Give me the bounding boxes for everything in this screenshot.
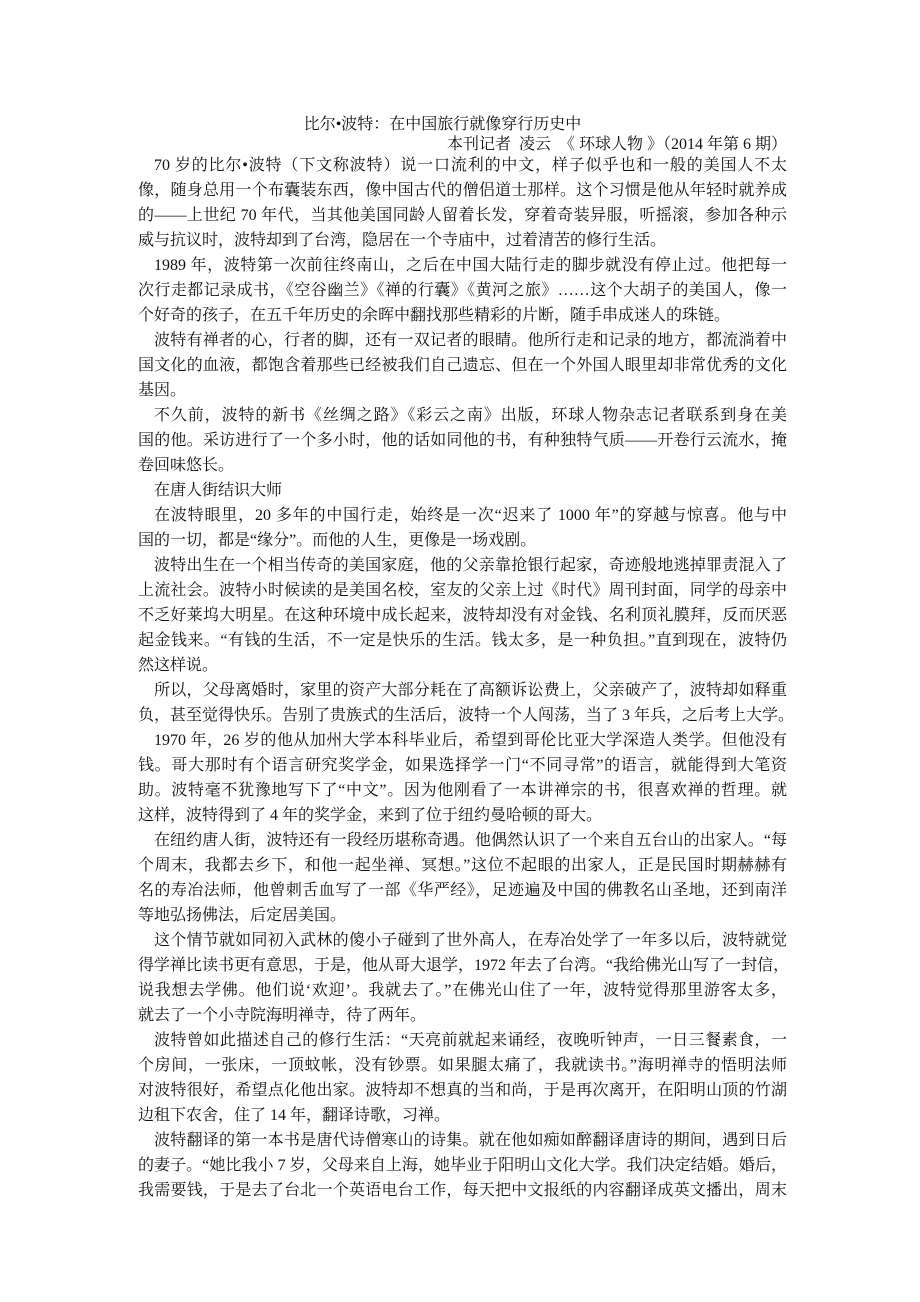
text-line: 这样，波特得到了 4 年的奖学金，来到了位于纽约曼哈顿的哥大。: [138, 807, 603, 824]
document-page: [138, 115, 795, 1203]
text-line: 的妻子。“她比我小 7 岁，父母来自上海，她毕业于阳明山文化大学。我们决定结婚。婚后，: [138, 1157, 787, 1174]
text-line: 次行走都记录成书，《空谷幽兰》《禅的行囊》《黄河之旅》……这个大胡子的美国人，像一: [138, 282, 787, 299]
text-line: 威与抗议时，波特却到了台湾，隐居在一个寺庙中，过着清苦的修行生活。: [138, 232, 667, 249]
text-line: 1989 年，波特第一次前往终南山，之后在中国大陆行走的脚步就没有停止过。他把每一: [154, 257, 787, 274]
text-line: 边租下农舍，住了 14 年，翻译诗歌，习禅。: [138, 1107, 451, 1124]
text-line: 就去了一个小寺院海明禅寺，待了两年。: [138, 1007, 427, 1024]
text-line: 上流社会。波特小时候读的是美国名校，室友的父亲上过《时代》周刊封面，同学的母亲中: [138, 582, 787, 599]
text-line: 个周末，我都去乡下，和他一起坐禅、冥想。”这位不起眼的出家人，正是民国时期赫赫有: [138, 857, 787, 874]
paragraph: [138, 503, 787, 553]
text-line: 然这样说。: [138, 657, 219, 674]
paragraph: [138, 553, 787, 678]
text-line: 国文化的血液，都饱含着那些已经被我们自己遗忘、但在一个外国人眼里却非常优秀的文化: [138, 357, 787, 374]
paragraph: [138, 728, 787, 828]
text-line: 所以，父母离婚时，家里的资产大部分耗在了高额诉讼费上，父亲破产了，波特却如释重: [154, 682, 787, 699]
paragraph: [138, 153, 787, 253]
paragraph: [138, 253, 787, 328]
text-line: 得学禅比读书更有意思，于是，他从哥大退学，1972 年去了台湾。“我给佛光山写了一封信，: [138, 957, 790, 974]
text-line: 波特曾如此描述自己的修行生活：“天亮前就起来诵经，夜晚听钟声，一日三餐素食，一: [154, 1032, 787, 1049]
text-line: 这个情节就如同初入武林的傻小子碰到了世外高人，在寿冶处学了一年多以后，波特就觉: [154, 932, 787, 949]
text-line: 说我想去学佛。他们说‘欢迎’。我就去了。”在佛光山住了一年，波特觉得那里游客太多，: [138, 982, 787, 999]
text-line: 个房间，一张床，一顶蚊帐，没有钞票。如果腿太痛了，我就读书。”海明禅寺的悟明法师: [138, 1057, 787, 1074]
text-line: 助。波特毫不犹豫地写下了“中文”。因为他刚看了一本讲禅宗的书，很喜欢禅的哲理。就: [138, 782, 787, 799]
text-line: 钱。哥大那时有个语言研究奖学金，如果选择学一门“不同寻常”的语言，就能得到大笔资: [138, 757, 787, 774]
text-line: 等地弘扬佛法，后定居美国。: [138, 907, 347, 924]
text-line: 不久前，波特的新书《丝绸之路》《彩云之南》出版，环球人物杂志记者联系到身在美: [154, 407, 787, 424]
text-line: 国的一切，都是“缘分”。而他的人生，更像是一场戏剧。: [138, 532, 537, 549]
text-line: 的——上世纪 70 年代，当其他美国同龄人留着长发，穿着奇装异服，听摇滚，参加各种示: [138, 207, 787, 224]
article-body: [138, 153, 795, 1203]
text-line: 基因。: [138, 382, 187, 399]
article-title: 比尔•波特：在中国旅行就像穿行历史中: [303, 116, 582, 133]
text-line: 波特有禅者的心，行者的脚，还有一双记者的眼睛。他所行走和记录的地方，都流淌着中: [154, 332, 787, 349]
text-line: 起金钱来。“有钱的生活，不一定是快乐的生活。钱太多，是一种负担。”直到现在，波特仍: [138, 632, 787, 649]
text-line: 我需要钱，于是去了台北一个英语电台工作，每天把中文报纸的内容翻译成英文播出，周末: [138, 1182, 787, 1199]
paragraph: [138, 328, 787, 403]
text-line: 波特出生在一个相当传奇的美国家庭，他的父亲靠抢银行起家，奇迹般地逃掉罪责混入了: [154, 557, 787, 574]
text-line: 波特翻译的第一本书是唐代诗僧寒山的诗集。就在他如痴如醉翻译唐诗的期间，遇到日后: [154, 1132, 787, 1149]
paragraph: [138, 928, 790, 1028]
text-line: 负，甚至觉得快乐。告别了贵族式的生活后，波特一个人闯荡，当了 3 年兵，之后考上大学。: [138, 707, 795, 724]
text-line: 在唐人街结识大师: [154, 482, 283, 499]
text-line: 在波特眼里，20 多年的中国行走，始终是一次“迟来了 1000 年”的穿越与惊喜。他与中: [154, 507, 787, 524]
text-line: 国的他。采访进行了一个多小时，他的话如同他的书，有种独特气质——开卷行云流水，掩: [138, 432, 787, 449]
text-line: 70 岁的比尔•波特（下文称波特）说一口流利的中文，样子似乎也和一般的美国人不太: [154, 157, 787, 174]
text-line: 卷回味悠长。: [138, 457, 235, 474]
paragraph: [138, 678, 795, 728]
text-line: 像，随身总用一个布囊装东西，像中国古代的僧侣道士那样。这个习惯是他从年轻时就养成: [138, 182, 787, 199]
text-line: 1970 年，26 岁的他从加州大学本科毕业后，希望到哥伦比亚大学深造人类学。但他没有: [154, 732, 787, 749]
section-heading: [138, 478, 787, 503]
text-line: 对波特很好，希望点化他出家。波特却不想真的当和尚，于是再次离开，在阳明山顶的竹湖: [138, 1082, 787, 1099]
paragraph: [138, 1128, 787, 1203]
text-line: 在纽约唐人街，波特还有一段经历堪称奇遇。他偶然认识了一个来自五台山的出家人。“每: [154, 832, 787, 849]
paragraph: [138, 828, 787, 928]
article-byline: 本刊记者 凌云 《 环球人物 》（2014 年第 6 期）: [446, 136, 787, 153]
text-line: 不乏好莱坞大明星。在这种环境中成长起来，波特却没有对金钱、名利顶礼膜拜，反而厌恶: [138, 607, 787, 624]
paragraph: [138, 403, 787, 478]
text-line: 名的寿冶法师，他曾刺舌血写了一部《华严经》，足迹遍及中国的佛教名山圣地，还到南洋: [138, 882, 787, 899]
text-line: 个好奇的孩子，在五千年历史的余晖中翻找那些精彩的片断，随手串成迷人的珠链。: [138, 307, 731, 324]
paragraph: [138, 1028, 787, 1128]
